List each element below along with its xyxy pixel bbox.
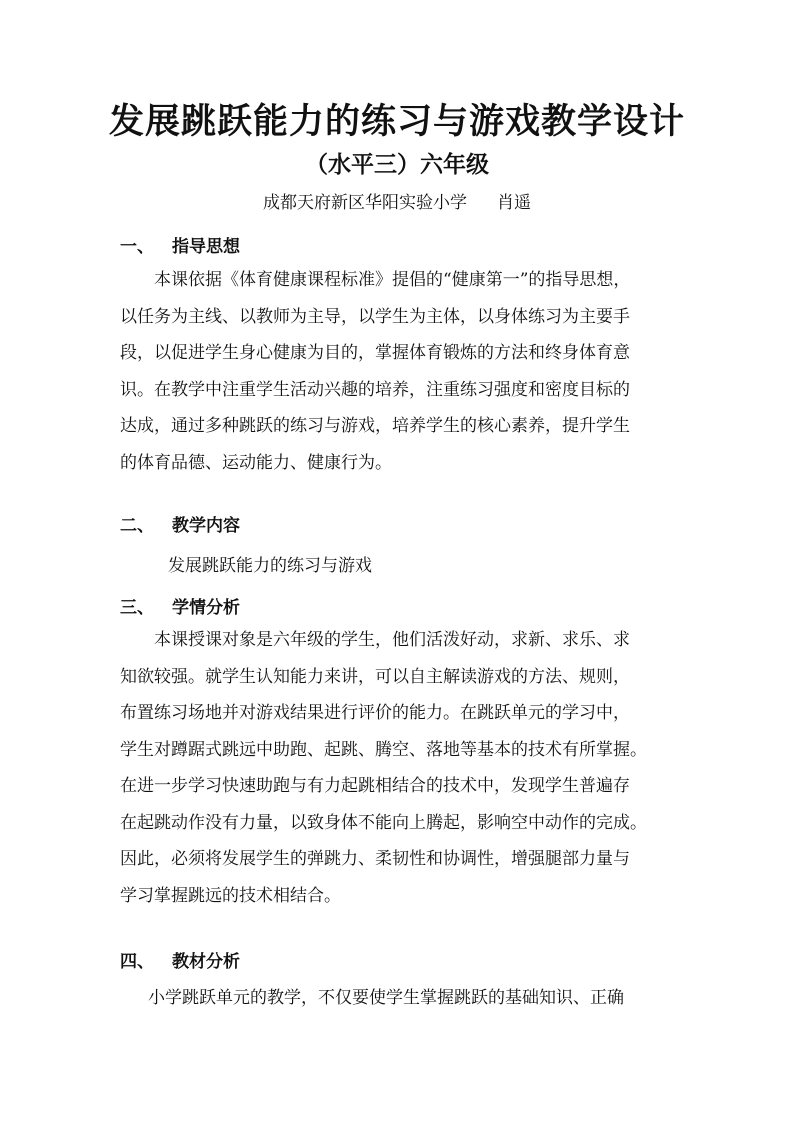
paragraph-line: 小学跳跃单元的教学，不仅要使学生掌握跳跃的基础知识、正确 [148,988,624,1008]
author-name: 肖遥 [497,193,531,213]
section-heading-3 [120,593,240,618]
document-title: 发展跳跃能力的练习与游戏教学设计 [108,101,685,142]
school-name: 成都天府新区华阳实验小学 [263,193,467,213]
author-line [0,188,794,213]
section-number: 二、 [120,516,154,536]
paragraph-line: 在起跳动作没有力量，以致身体不能向上腾起，影响空中动作的完成。 [120,812,647,833]
section-number: 三、 [120,598,154,618]
section-2-content: 发展跳跃能力的练习与游戏 [168,556,372,576]
section-number: 一、 [120,237,154,257]
section-title: 指导思想 [172,237,240,257]
paragraph-line: 以任务为主线、以教师为主导，以学生为主体，以身体练习为主要手 [120,306,630,327]
paragraph-line: 识。在教学中注重学生活动兴趣的培养，注重练习强度和密度目标的 [120,379,630,400]
section-3-paragraph [120,622,680,914]
paragraph-line: 在进一步学习快速助跑与有力起跳相结合的技术中，发现学生普遍存 [120,776,630,796]
paragraph-line: 达成，通过多种跳跃的练习与游戏，培养学生的核心素养，提升学生 [120,416,630,436]
paragraph-line: 本课授课对象是六年级的学生，他们活泼好动，求新、求乐、求 [154,630,630,650]
paragraph-line: 段，以促进学生身心健康为目的，掌握体育锻炼的方法和终身体育意 [120,343,630,363]
section-heading-4 [120,947,240,972]
paragraph-line: 知欲较强。就学生认知能力来讲，可以自主解读游戏的方法、规则， [120,666,630,687]
section-title: 教学内容 [172,516,240,536]
paragraph-line: 本课依据《体育健康课程标准》提倡的“健康第一”的指导思想， [154,270,631,290]
section-title: 学情分析 [172,598,240,618]
paragraph-line: 因此，必须将发展学生的弹跳力、柔韧性和协调性，增强腿部力量与 [120,849,630,869]
section-heading-2 [120,511,240,536]
paragraph-line: 学生对蹲踞式跳远中助跑、起跳、腾空、落地等基本的技术有所掌握。 [120,739,647,760]
section-heading-1 [120,232,240,257]
paragraph-line: 学习掌握跳远的技术相结合。 [120,885,341,906]
paragraph-line: 的体育品德、运动能力、健康行为。 [120,452,392,473]
section-title: 教材分析 [172,952,240,972]
section-1-paragraph [120,262,680,481]
paragraph-line: 布置练习场地并对游戏结果进行评价的能力。在跳跃单元的学习中， [120,703,630,723]
section-number: 四、 [120,952,154,972]
section-4-paragraph [120,980,680,1017]
document-subtitle: （水平三）六年级 [305,151,489,178]
